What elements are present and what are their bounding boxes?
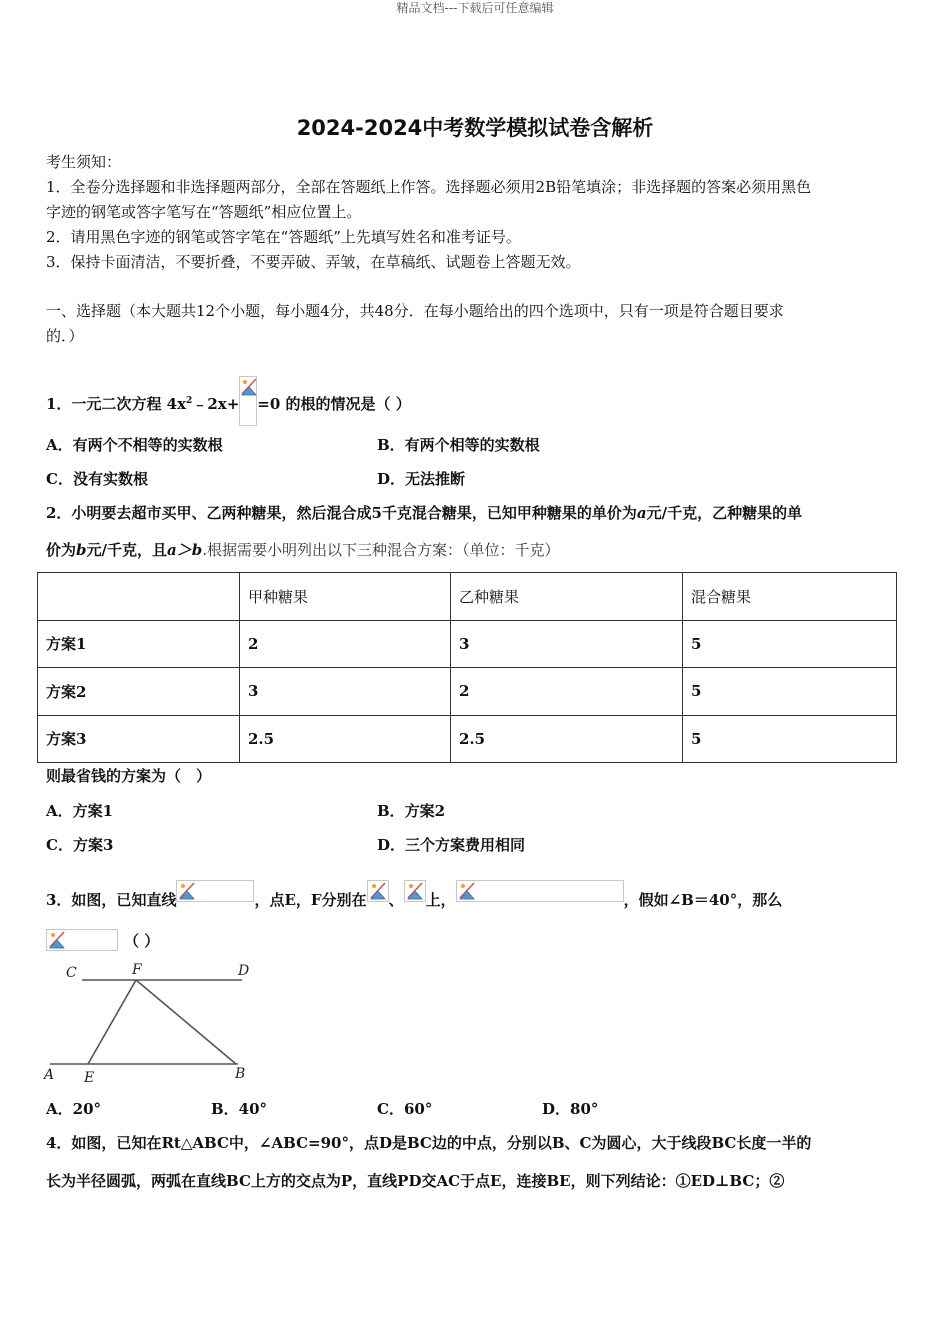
broken-image-icon <box>367 880 389 902</box>
q1-exponent: 2 <box>186 396 193 406</box>
question-4-line1: 4．如图，已知在Rt△ABC中，∠ABC=90°，点D是BC边的中点，分别以B、C为圆心，大于线段BC长度一半的 <box>46 1134 812 1152</box>
notice-item-1: 1．全卷分选择题和非选择题两部分，全部在答题纸上作答。选择题必须用2B铅笔填涂；非选择题的答案必须用黑色 <box>46 178 812 196</box>
table-cell: 5 <box>683 715 897 763</box>
label-f: F <box>132 962 142 978</box>
label-a: A <box>44 1067 55 1083</box>
q2-option-b: B．方案2 <box>377 802 446 820</box>
q2-var-a: a <box>636 504 647 522</box>
q3-text: ，点E，F分别在 <box>254 891 367 909</box>
q3-text: ，假如∠B＝40°，那么 <box>623 891 783 909</box>
section-heading: 一、选择题（本大题共12个小题，每小题4分，共48分．在每小题给出的四个选项中，只有一项是符合题目要求 <box>46 302 784 320</box>
notice-item-3: 3．保持卡面清洁，不要折叠，不要弄破、弄皱，在草稿纸、试题卷上答题无效。 <box>46 253 581 271</box>
broken-image-icon <box>46 929 118 951</box>
broken-image-icon <box>404 880 426 902</box>
q2-text: .根据需要小明列出以下三种混合方案：（单位：千克） <box>202 541 560 559</box>
geometry-figure <box>42 958 262 1092</box>
label-c: C <box>66 965 77 981</box>
notice-item-1-cont: 字迹的钢笔或答字笔写在“答题纸”相应位置上。 <box>46 203 362 221</box>
table-header-cell: 乙种糖果 <box>451 573 683 621</box>
q2-question: 则最省钱的方案为（ ） <box>46 767 212 785</box>
q1-option-c: C．没有实数根 <box>46 470 148 488</box>
q3-option-d: D．80° <box>542 1100 599 1118</box>
q2-option-d: D．三个方案费用相同 <box>377 836 526 854</box>
table-cell: 方案2 <box>38 668 240 716</box>
q2-condition: a＞b <box>167 541 203 559</box>
label-e: E <box>84 1070 95 1086</box>
label-b: B <box>235 1066 246 1082</box>
q3-text: 3．如图，已知直线 <box>46 891 177 909</box>
header-note: 精品文档---下载后可任意编辑 <box>396 1 554 15</box>
table-header-cell: 混合糖果 <box>683 573 897 621</box>
q2-text: 元/千克，乙种糖果的单 <box>646 504 803 522</box>
table-cell: 方案1 <box>38 620 240 668</box>
q3-option-b: B．40° <box>211 1100 268 1118</box>
q1-text-mid: ﹣2x+ <box>192 395 240 413</box>
q3-option-c: C．60° <box>377 1100 433 1118</box>
q2-option-c: C．方案3 <box>46 836 114 854</box>
q1-option-a: A．有两个不相等的实数根 <box>46 436 223 454</box>
broken-image-icon <box>456 880 624 902</box>
notice-heading: 考生须知： <box>46 153 122 171</box>
table-header-cell <box>38 573 240 621</box>
question-2-line1 <box>46 503 802 523</box>
q1-option-b: B．有两个相等的实数根 <box>377 436 540 454</box>
table-cell: 5 <box>683 668 897 716</box>
q2-text: 元/千克，且 <box>86 541 167 559</box>
table-cell: 2 <box>240 620 451 668</box>
table-cell: 5 <box>683 620 897 668</box>
section-heading-cont: 的．） <box>46 327 84 345</box>
q3-text: （ ） <box>124 932 160 950</box>
table-cell: 方案3 <box>38 715 240 763</box>
q3-option-a: A．20° <box>46 1100 102 1118</box>
table-cell: 3 <box>451 620 683 668</box>
table-row <box>38 715 897 763</box>
question-1 <box>46 376 411 414</box>
table-row <box>38 620 897 668</box>
q2-text: 2．小明要去超市买甲、乙两种糖果，然后混合成5千克混合糖果，已知甲种糖果的单价为 <box>46 504 637 522</box>
q2-var-b: b <box>76 541 87 559</box>
parallel-lines-triangle-diagram <box>42 958 262 1088</box>
table-cell: 2.5 <box>451 715 683 763</box>
table-cell: 3 <box>240 668 451 716</box>
q2-text: 价为 <box>46 541 77 559</box>
q3-text: 上， <box>425 891 456 909</box>
q3-text: 、 <box>388 891 404 909</box>
table-header-row <box>38 573 897 621</box>
table-cell: 2.5 <box>240 715 451 763</box>
q1-text-suffix: =0 的根的情况是（ ） <box>257 395 411 413</box>
question-4-line2: 长为半径圆弧，两弧在直线BC上方的交点为P，直线PD交AC于点E，连接BE，则下列结论：①ED⊥BC；② <box>46 1172 785 1190</box>
q2-option-a: A．方案1 <box>46 802 114 820</box>
q1-text-prefix: 1．一元二次方程 4x <box>46 395 187 413</box>
broken-image-icon <box>239 376 257 426</box>
q1-option-d: D．无法推断 <box>377 470 466 488</box>
label-d: D <box>238 963 250 979</box>
mix-plan-table <box>37 572 897 763</box>
page-title: 2024-2024中考数学模拟试卷含解析 <box>296 116 654 140</box>
notice-item-2: 2．请用黑色字迹的钢笔或答字笔在“答题纸”上先填写姓名和准考证号。 <box>46 228 521 246</box>
table-header-cell: 甲种糖果 <box>240 573 451 621</box>
question-3-line2 <box>46 929 159 951</box>
question-3-line1 <box>46 880 782 910</box>
broken-image-icon <box>176 880 254 902</box>
table-row <box>38 668 897 716</box>
table-cell: 2 <box>451 668 683 716</box>
question-2-line2 <box>46 540 560 560</box>
